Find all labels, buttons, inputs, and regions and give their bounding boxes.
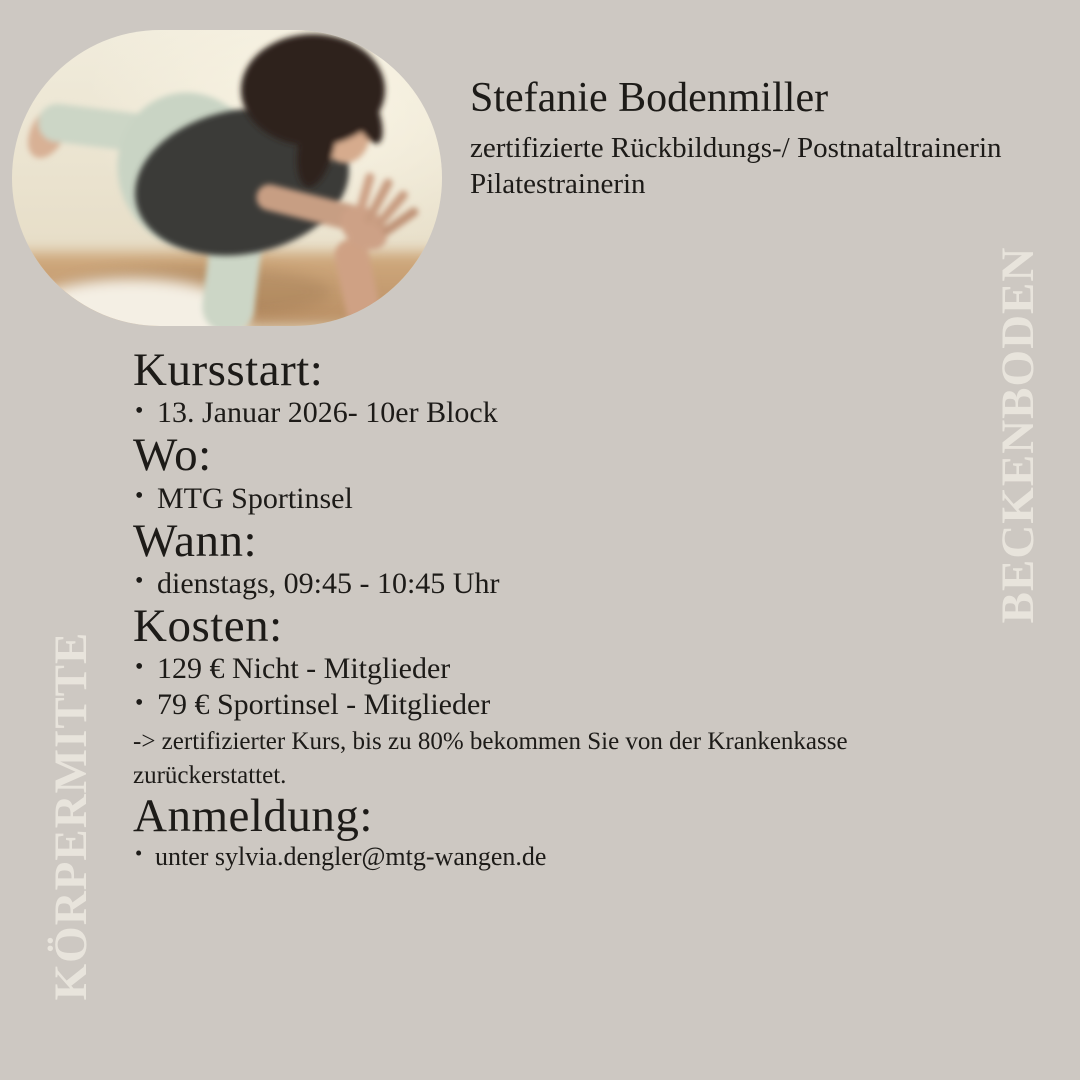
wann-list xyxy=(133,566,903,602)
trainer-name: Stefanie Bodenmiller xyxy=(470,75,829,121)
course-details xyxy=(133,346,903,872)
wann-item: • dienstags, 09:45 - 10:45 Uhr xyxy=(133,566,903,602)
kursstart-item: • 13. Januar 2026- 10er Block xyxy=(133,395,903,431)
wo-list xyxy=(133,481,903,517)
trainer-info xyxy=(470,74,1050,202)
pilates-pose-illustration xyxy=(12,30,442,326)
trainer-photo xyxy=(12,30,442,326)
side-label-koerpermitte: KÖRPERMITTE xyxy=(45,631,97,1001)
section-heading-kursstart: Kursstart: xyxy=(133,344,324,396)
section-heading-kosten: Kosten: xyxy=(133,600,283,653)
trainer-credentials-line2: Pilatestrainerin xyxy=(470,167,646,200)
insurance-note: -> zertifizierter Kurs, bis zu 80% bekommen Sie von der Krankenkasse zurückerstattet. xyxy=(133,728,848,789)
kursstart-list xyxy=(133,395,903,431)
kosten-item-nonmembers: • 129 € Nicht - Mitglieder xyxy=(133,651,903,687)
anmeldung-list xyxy=(133,841,903,872)
trainer-credentials-line1: zertifizierte Rückbildungs-/ Postnataltrainerin xyxy=(470,132,1002,165)
anmeldung-email: • unter sylvia.dengler@mtg-wangen.de xyxy=(133,841,903,872)
section-heading-anmeldung: Anmeldung: xyxy=(133,789,373,842)
side-label-beckenboden: BECKENBODEN xyxy=(992,246,1044,624)
section-heading-wo: Wo: xyxy=(133,429,212,482)
section-heading-wann: Wann: xyxy=(133,514,258,567)
kosten-list xyxy=(133,651,903,723)
wo-item: • MTG Sportinsel xyxy=(133,481,903,517)
kosten-item-members: • 79 € Sportinsel - Mitglieder xyxy=(133,687,903,723)
